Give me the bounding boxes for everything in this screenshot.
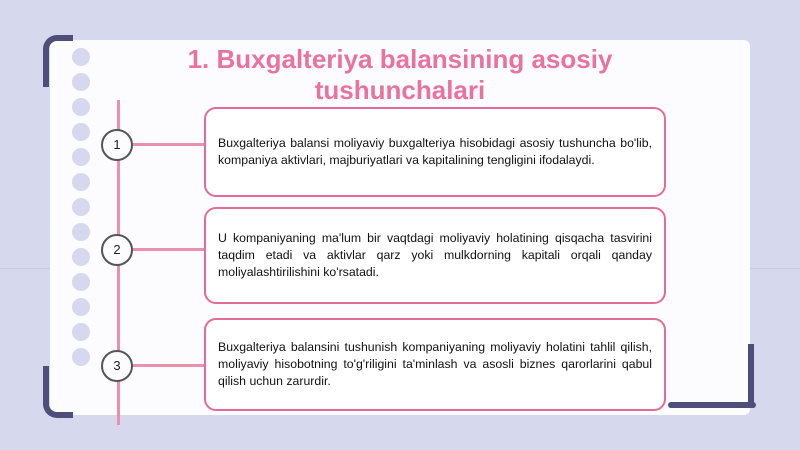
binder-hole [72, 323, 90, 341]
binder-hole [72, 348, 90, 366]
step-card [204, 318, 666, 411]
step-card [204, 107, 666, 197]
binder-hole [72, 248, 90, 266]
step-text: Buxgalteriya balansi moliyaviy buxgalteriya hisobidagi asosiy tushuncha bo'lib, kompaniya aktivlari, majburiyatlari va kapitalining tengligini ifodalaydi. [218, 136, 652, 167]
binder-hole [72, 123, 90, 141]
step-text: Buxgalteriya balansini tushunish kompaniyaning moliyaviy holatini tahlil qilish, moliyaviy hisobotning to'g'riligini ta'minlash va asosli biznes qarorlarini qabul qilish uchun zarurdir. [218, 340, 652, 388]
step-number-badge: 3 [101, 350, 133, 382]
step-card [204, 207, 666, 304]
binder-hole [72, 198, 90, 216]
binder-hole [72, 173, 90, 191]
binder-hole [72, 148, 90, 166]
binder-hole [72, 48, 90, 66]
binder-hole [72, 298, 90, 316]
binder-hole [72, 73, 90, 91]
step-number-badge: 2 [101, 234, 133, 266]
frame-corner-top-left [43, 35, 73, 87]
step-text: U kompaniyaning ma'lum bir vaqtdagi moliyaviy holatining qisqacha tasvirini taqdim etadi va aktivlar qarz yoki mulkdorning kapitali orqali qanday moliyalashtirilishini ko'rsatadi. [218, 231, 652, 279]
frame-corner-bottom-right [668, 402, 756, 408]
slide-title: 1. Buxgalteriya balansining asosiy tushunchalari [187, 44, 613, 105]
step-number-badge: 1 [101, 129, 133, 161]
binder-hole [72, 223, 90, 241]
binder-hole [72, 273, 90, 291]
frame-corner-bottom-left [43, 366, 73, 418]
binder-hole [72, 98, 90, 116]
frame-corner-bottom-right-vertical [748, 344, 754, 408]
